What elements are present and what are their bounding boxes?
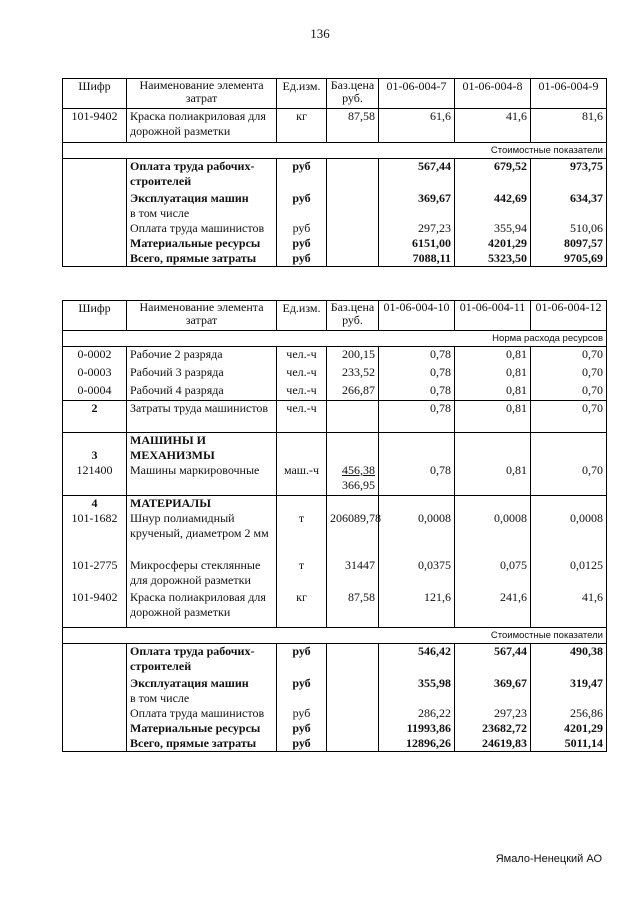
cost-unit: руб (277, 191, 327, 206)
cost-name: Материальные ресурсы (127, 721, 277, 736)
header-code: Шифр (63, 301, 127, 331)
cost-name: Оплата труда рабочих-строителей (127, 644, 277, 676)
footer-region-label: Ямало-Ненецкий АО (495, 853, 602, 865)
section-name: Затраты труда машинистов (127, 401, 277, 433)
section-name: МАТЕРИАЛЫ (127, 495, 277, 511)
resource-code: 101-9402 (63, 109, 127, 143)
section-code: 4 (63, 495, 127, 511)
machine-value-2: 0,81 (455, 463, 531, 495)
cost-value-2: 5323,50 (455, 251, 531, 267)
machine-price: 456,38 (342, 463, 375, 477)
table-row (63, 109, 607, 143)
machine-price-cell (327, 463, 379, 495)
cost-name: Оплата труда машинистов (127, 221, 277, 236)
worker-name: Рабочий 3 разряда (127, 365, 277, 383)
header-code: Шифр (63, 79, 127, 109)
worker-name: Рабочий 4 разряда (127, 383, 277, 401)
section-code: 2 (63, 401, 127, 433)
cost-name: Оплата труда машинистов (127, 706, 277, 721)
table-row (63, 365, 607, 383)
header-col-3: 01-06-004-9 (531, 79, 607, 109)
material-code: 101-2775 (63, 558, 127, 590)
material-value-2: 241,6 (455, 590, 531, 628)
header-col-2: 01-06-004-11 (455, 301, 531, 331)
worker-value-1: 0,78 (379, 365, 455, 383)
header-col-1: 01-06-004-10 (379, 301, 455, 331)
cost-name: в том числе (127, 691, 277, 706)
table-row (63, 721, 607, 736)
cost-unit: руб (277, 736, 327, 752)
table-row (63, 433, 607, 464)
worker-value-1: 0,78 (379, 347, 455, 365)
cost-value-1: 11993,86 (379, 721, 455, 736)
material-unit: т (277, 511, 327, 558)
resource-value-2: 41,6 (455, 109, 531, 143)
table-row (63, 691, 607, 706)
worker-value-3: 0,70 (531, 347, 607, 365)
cost-value-3: 510,06 (531, 221, 607, 236)
worker-value-2: 0,81 (455, 347, 531, 365)
norm-caption: Норма расхода ресурсов (63, 331, 607, 347)
header-name: Наименование элемента затрат (127, 79, 277, 109)
cost-value-1: 355,98 (379, 676, 455, 691)
cost-value-2: 23682,72 (455, 721, 531, 736)
worker-price: 200,15 (327, 347, 379, 365)
worker-name: Рабочие 2 разряда (127, 347, 277, 365)
header-unit: Ед.изм. (277, 301, 327, 331)
cost-unit: руб (277, 159, 327, 191)
table-row (63, 221, 607, 236)
table-header-row (63, 79, 607, 109)
material-value-3: 0,0008 (531, 511, 607, 558)
cost-value-2: 679,52 (455, 159, 531, 191)
page-number: 136 (310, 26, 330, 41)
worker-unit: чел.-ч (277, 365, 327, 383)
table-row (63, 558, 607, 590)
material-name: Краска полиакриловая для дорожной разметки (127, 590, 277, 628)
table-row (63, 463, 607, 495)
section-unit: чел.-ч (277, 401, 327, 433)
table-row (63, 251, 607, 267)
material-value-2: 0,0008 (455, 511, 531, 558)
cost-value-1: 369,67 (379, 191, 455, 206)
table-row (63, 159, 607, 191)
material-value-3: 41,6 (531, 590, 607, 628)
material-name: Шнур полиамидный крученый, диаметром 2 мм (127, 511, 277, 558)
cost-unit: руб (277, 221, 327, 236)
cost-name: Оплата труда рабочих-строителей (127, 159, 277, 191)
cost-name: Эксплуатация машин (127, 191, 277, 206)
cost-name: в том числе (127, 206, 277, 221)
machine-code: 121400 (63, 463, 127, 495)
cost-value-1: 7088,11 (379, 251, 455, 267)
cost-value-3: 4201,29 (531, 721, 607, 736)
material-price: 206089,78 (327, 511, 379, 558)
worker-value-3: 0,70 (531, 383, 607, 401)
section-name: МАШИНЫ И МЕХАНИЗМЫ (127, 433, 277, 464)
table-row (63, 191, 607, 206)
cost-name: Всего, прямые затраты (127, 736, 277, 752)
header-col-2: 01-06-004-8 (455, 79, 531, 109)
table-row (63, 401, 607, 433)
resource-value-3: 81,6 (531, 109, 607, 143)
cost-table-1 (62, 78, 607, 267)
table-row (63, 347, 607, 365)
material-code: 101-9402 (63, 590, 127, 628)
cost-value-2: 4201,29 (455, 236, 531, 251)
table-row (63, 644, 607, 676)
cost-value-3: 490,38 (531, 644, 607, 676)
cost-value-2: 355,94 (455, 221, 531, 236)
section-code: 3 (63, 433, 127, 464)
header-price: Баз.цена руб. (327, 79, 379, 109)
cost-caption: Стоимостные показатели (63, 628, 607, 644)
table-header-row (63, 301, 607, 331)
cost-value-1: 567,44 (379, 159, 455, 191)
cost-name: Эксплуатация машин (127, 676, 277, 691)
material-price: 87,58 (327, 590, 379, 628)
table-row (63, 383, 607, 401)
section-value-2: 0,81 (455, 401, 531, 433)
cost-value-1: 297,23 (379, 221, 455, 236)
cost-unit: руб (277, 236, 327, 251)
worker-unit: чел.-ч (277, 383, 327, 401)
cost-value-3: 256,86 (531, 706, 607, 721)
cost-value-2: 369,67 (455, 676, 531, 691)
worker-price: 233,52 (327, 365, 379, 383)
worker-unit: чел.-ч (277, 347, 327, 365)
resource-value-1: 61,6 (379, 109, 455, 143)
table-row (63, 736, 607, 752)
worker-price: 266,87 (327, 383, 379, 401)
resource-name: Краска полиакриловая для дорожной разметки (127, 109, 277, 143)
table-row (63, 590, 607, 628)
table-row (63, 511, 607, 558)
cost-value-3: 9705,69 (531, 251, 607, 267)
material-value-1: 0,0375 (379, 558, 455, 590)
machine-price-2: 366,95 (342, 478, 375, 492)
section-caption-row (63, 628, 607, 644)
section-value-1: 0,78 (379, 401, 455, 433)
cost-value-2: 24619,83 (455, 736, 531, 752)
header-unit: Ед.изм. (277, 79, 327, 109)
table-row (63, 706, 607, 721)
worker-code: 0-0002 (63, 347, 127, 365)
material-value-1: 121,6 (379, 590, 455, 628)
machine-unit: маш.-ч (277, 463, 327, 495)
material-unit: т (277, 558, 327, 590)
worker-value-2: 0,81 (455, 383, 531, 401)
machine-value-1: 0,78 (379, 463, 455, 495)
worker-value-1: 0,78 (379, 383, 455, 401)
table-row (63, 206, 607, 221)
header-col-3: 01-06-004-12 (531, 301, 607, 331)
worker-value-3: 0,70 (531, 365, 607, 383)
cost-value-1: 12896,26 (379, 736, 455, 752)
table-row (63, 236, 607, 251)
machine-value-3: 0,70 (531, 463, 607, 495)
cost-value-3: 973,75 (531, 159, 607, 191)
cost-caption: Стоимостные показатели (63, 143, 607, 159)
material-code: 101-1682 (63, 511, 127, 558)
header-col-1: 01-06-004-7 (379, 79, 455, 109)
material-value-1: 0,0008 (379, 511, 455, 558)
machine-name: Машины маркировочные (127, 463, 277, 495)
cost-value-1: 546,42 (379, 644, 455, 676)
table-row (63, 676, 607, 691)
cost-unit: руб (277, 676, 327, 691)
header-name: Наименование элемента затрат (127, 301, 277, 331)
cost-name: Всего, прямые затраты (127, 251, 277, 267)
cost-unit: руб (277, 644, 327, 676)
resource-price: 87,58 (327, 109, 379, 143)
material-value-3: 0,0125 (531, 558, 607, 590)
cost-value-3: 319,47 (531, 676, 607, 691)
cost-value-3: 634,37 (531, 191, 607, 206)
cost-value-2: 297,23 (455, 706, 531, 721)
cost-value-2: 442,69 (455, 191, 531, 206)
worker-code: 0-0004 (63, 383, 127, 401)
cost-value-3: 5011,14 (531, 736, 607, 752)
cost-table-2 (62, 300, 607, 752)
section-value-3: 0,70 (531, 401, 607, 433)
section-caption-row (63, 143, 607, 159)
cost-unit: руб (277, 706, 327, 721)
cost-value-1: 6151,00 (379, 236, 455, 251)
section-caption-row (63, 331, 607, 347)
material-name: Микросферы стеклянные для дорожной разметки (127, 558, 277, 590)
cost-value-3: 8097,57 (531, 236, 607, 251)
cost-name: Материальные ресурсы (127, 236, 277, 251)
material-price: 31447 (327, 558, 379, 590)
cost-unit: руб (277, 251, 327, 267)
worker-value-2: 0,81 (455, 365, 531, 383)
cost-value-1: 286,22 (379, 706, 455, 721)
worker-code: 0-0003 (63, 365, 127, 383)
cost-value-2: 567,44 (455, 644, 531, 676)
cost-unit: руб (277, 721, 327, 736)
material-value-2: 0,075 (455, 558, 531, 590)
resource-unit: кг (277, 109, 327, 143)
material-unit: кг (277, 590, 327, 628)
table-row (63, 495, 607, 511)
header-price: Баз.цена руб. (327, 301, 379, 331)
